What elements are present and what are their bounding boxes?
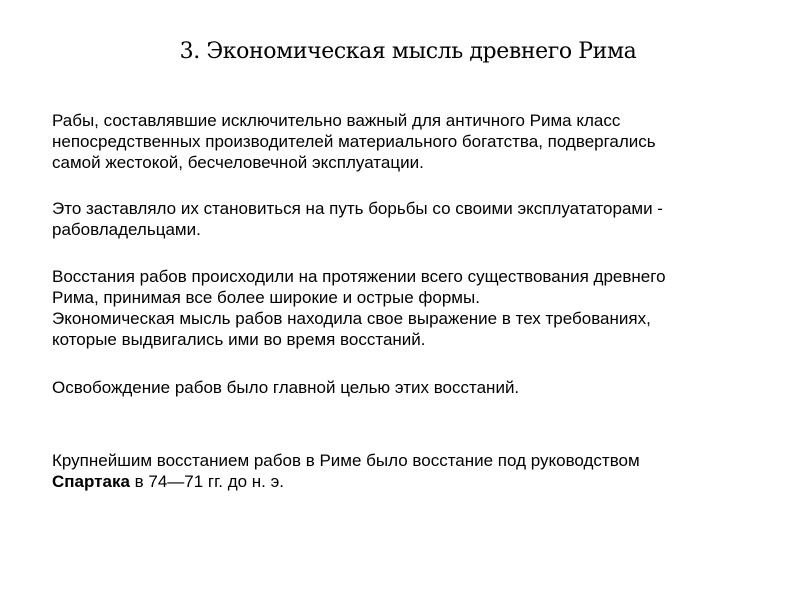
spartacus-name: Спартака xyxy=(52,472,130,491)
text-line: Рабы, составлявшие исключительно важный для античного Рима класс xyxy=(52,111,621,130)
paragraph-uprisings xyxy=(52,266,772,350)
text-line: Освобождение рабов было главной целью этих восстаний. xyxy=(52,378,520,397)
paragraph-liberation xyxy=(52,377,772,398)
date-range-text: в 74—71 гг. до н. э. xyxy=(129,472,285,491)
paragraph-struggle xyxy=(52,198,772,240)
text-line: которые выдвигались ими во время восстаний. xyxy=(52,330,426,349)
slide-title: 3. Экономическая мысль древнего Рима xyxy=(179,39,637,64)
text-line: Это заставляло их становиться на путь борьбы со своими эксплуататорами - xyxy=(52,199,663,218)
text-line: Восстания рабов происходили на протяжении всего существования древнего xyxy=(52,267,666,286)
text-line: Крупнейшим восстанием рабов в Риме было восстание под руководством xyxy=(52,451,640,470)
text-line: самой жестокой, бесчеловечной эксплуатации. xyxy=(52,153,424,172)
text-line: Рима, принимая все более широкие и острые формы. xyxy=(52,288,480,307)
text-line: непосредственных производителей материального богатства, подвергались xyxy=(52,132,656,151)
text-line: рабовладельцами. xyxy=(52,220,201,239)
text-line-spartacus xyxy=(52,471,772,492)
text-line: Экономическая мысль рабов находила свое выражение в тех требованиях, xyxy=(52,309,651,328)
paragraph-spartacus xyxy=(52,450,772,492)
paragraph-slaves-class xyxy=(52,110,772,173)
